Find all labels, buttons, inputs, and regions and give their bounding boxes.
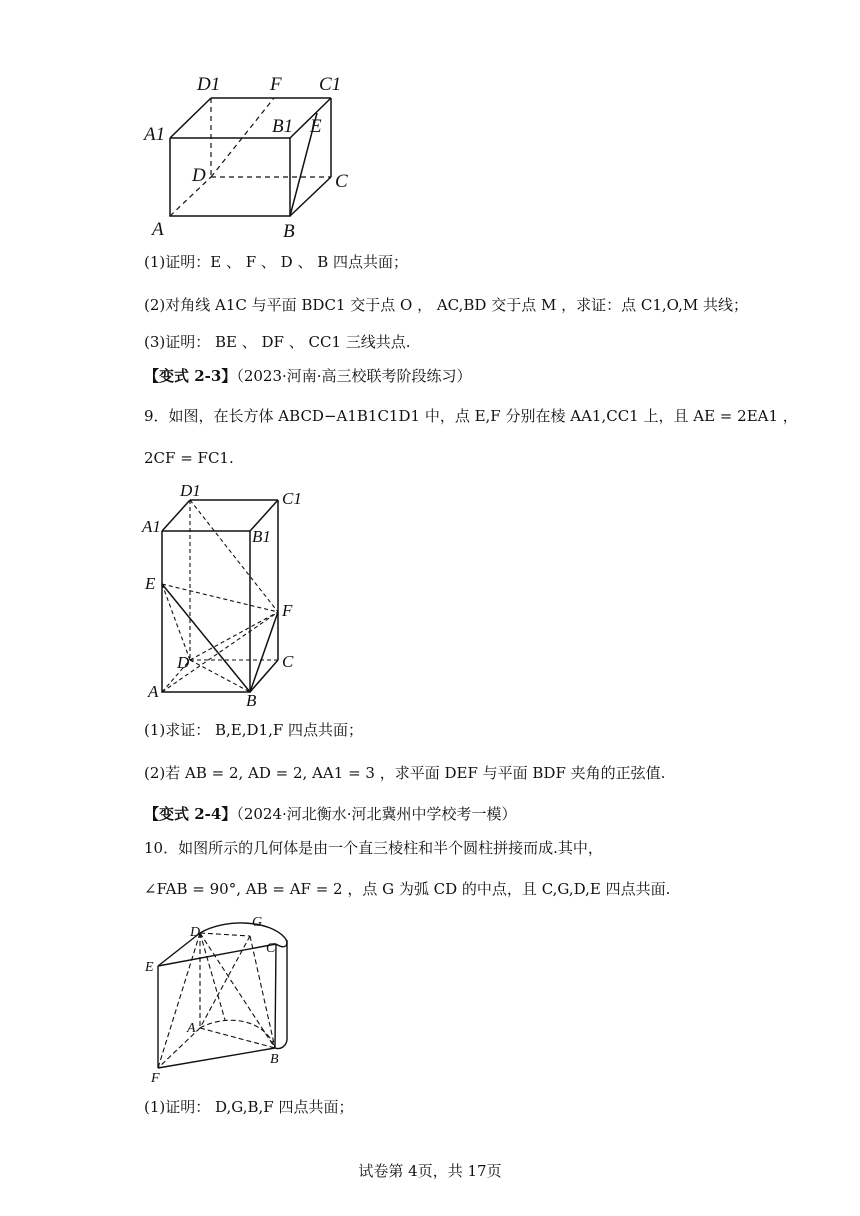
label-B: B xyxy=(283,221,295,242)
q10-part-1: (1)证明： D,G,B,F 四点共面； xyxy=(144,1098,354,1116)
label-C1: C1 xyxy=(319,74,342,95)
label-C: C xyxy=(335,171,348,192)
figure-cuboid-1 xyxy=(140,70,370,245)
variant-tag: 【变式 2-3】 xyxy=(144,367,237,385)
q9-stem-line-2: 2CF = FC1. xyxy=(144,449,234,467)
figure-cuboid-2 xyxy=(140,482,320,707)
label-D: D xyxy=(192,165,206,186)
label-A1: A1 xyxy=(144,124,166,145)
label-D1: D1 xyxy=(197,74,221,95)
figure-prism-half-cylinder xyxy=(140,910,310,1085)
label-B1: B1 xyxy=(252,527,271,546)
label-F: F xyxy=(151,1071,160,1085)
variant-source: （2023·河南·高三校联考阶段练习） xyxy=(236,367,472,385)
page-footer: 试卷第 4页，共 17页 xyxy=(358,1162,502,1180)
label-D: D xyxy=(177,653,190,672)
variant-tag: 【变式 2-4】 xyxy=(144,805,237,823)
label-D: D xyxy=(190,925,201,940)
label-C1: C1 xyxy=(282,489,302,508)
label-E: E xyxy=(145,574,156,593)
label-A1: A1 xyxy=(142,517,161,536)
label-B1: B1 xyxy=(272,116,294,137)
variant-2-4-heading xyxy=(144,804,517,824)
q10-stem-line-1: 10．如图所示的几何体是由一个直三棱柱和半个圆柱拼接而成.其中， xyxy=(144,839,603,857)
label-A: A xyxy=(152,219,164,240)
label-B: B xyxy=(270,1052,279,1067)
label-B: B xyxy=(246,691,257,707)
label-A: A xyxy=(148,682,159,701)
variant-2-3-heading xyxy=(144,366,472,386)
q8-part-3: (3)证明： BE 、 DF 、 CC1 三线共点. xyxy=(144,333,411,351)
label-G: G xyxy=(252,915,263,930)
label-E: E xyxy=(310,116,322,137)
q9-stem-line-1: 9．如图，在长方体 ABCD−A1B1C1D1 中，点 E,F 分别在棱 AA1,CC1 上，且 AE = 2EA1 ， xyxy=(144,407,798,425)
q9-part-2: (2)若 AB = 2, AD = 2, AA1 = 3 ，求平面 DEF 与平面 BDF 夹角的正弦值. xyxy=(144,764,666,782)
label-F: F xyxy=(270,74,282,95)
label-F: F xyxy=(282,601,293,620)
q8-part-2: (2)对角线 A1C 与平面 BDC1 交于点 O ， AC,BD 交于点 M ，求证：点 C1,O,M 共线； xyxy=(144,296,748,314)
label-A: A xyxy=(187,1021,196,1036)
q10-stem-line-2: ∠FAB = 90°, AB = AF = 2 ，点 G 为弧 CD 的中点，且 C,G,D,E 四点共面. xyxy=(144,880,671,898)
q9-part-1: (1)求证： B,E,D1,F 四点共面； xyxy=(144,721,364,739)
label-E: E xyxy=(145,960,154,975)
q8-part-1: (1)证明：E 、 F 、 D 、 B 四点共面； xyxy=(144,253,409,271)
label-D1: D1 xyxy=(180,482,201,500)
label-C: C xyxy=(282,652,294,671)
label-C: C xyxy=(266,941,276,956)
variant-source: （2024·河北衡水·河北冀州中学校考一模） xyxy=(236,805,517,823)
